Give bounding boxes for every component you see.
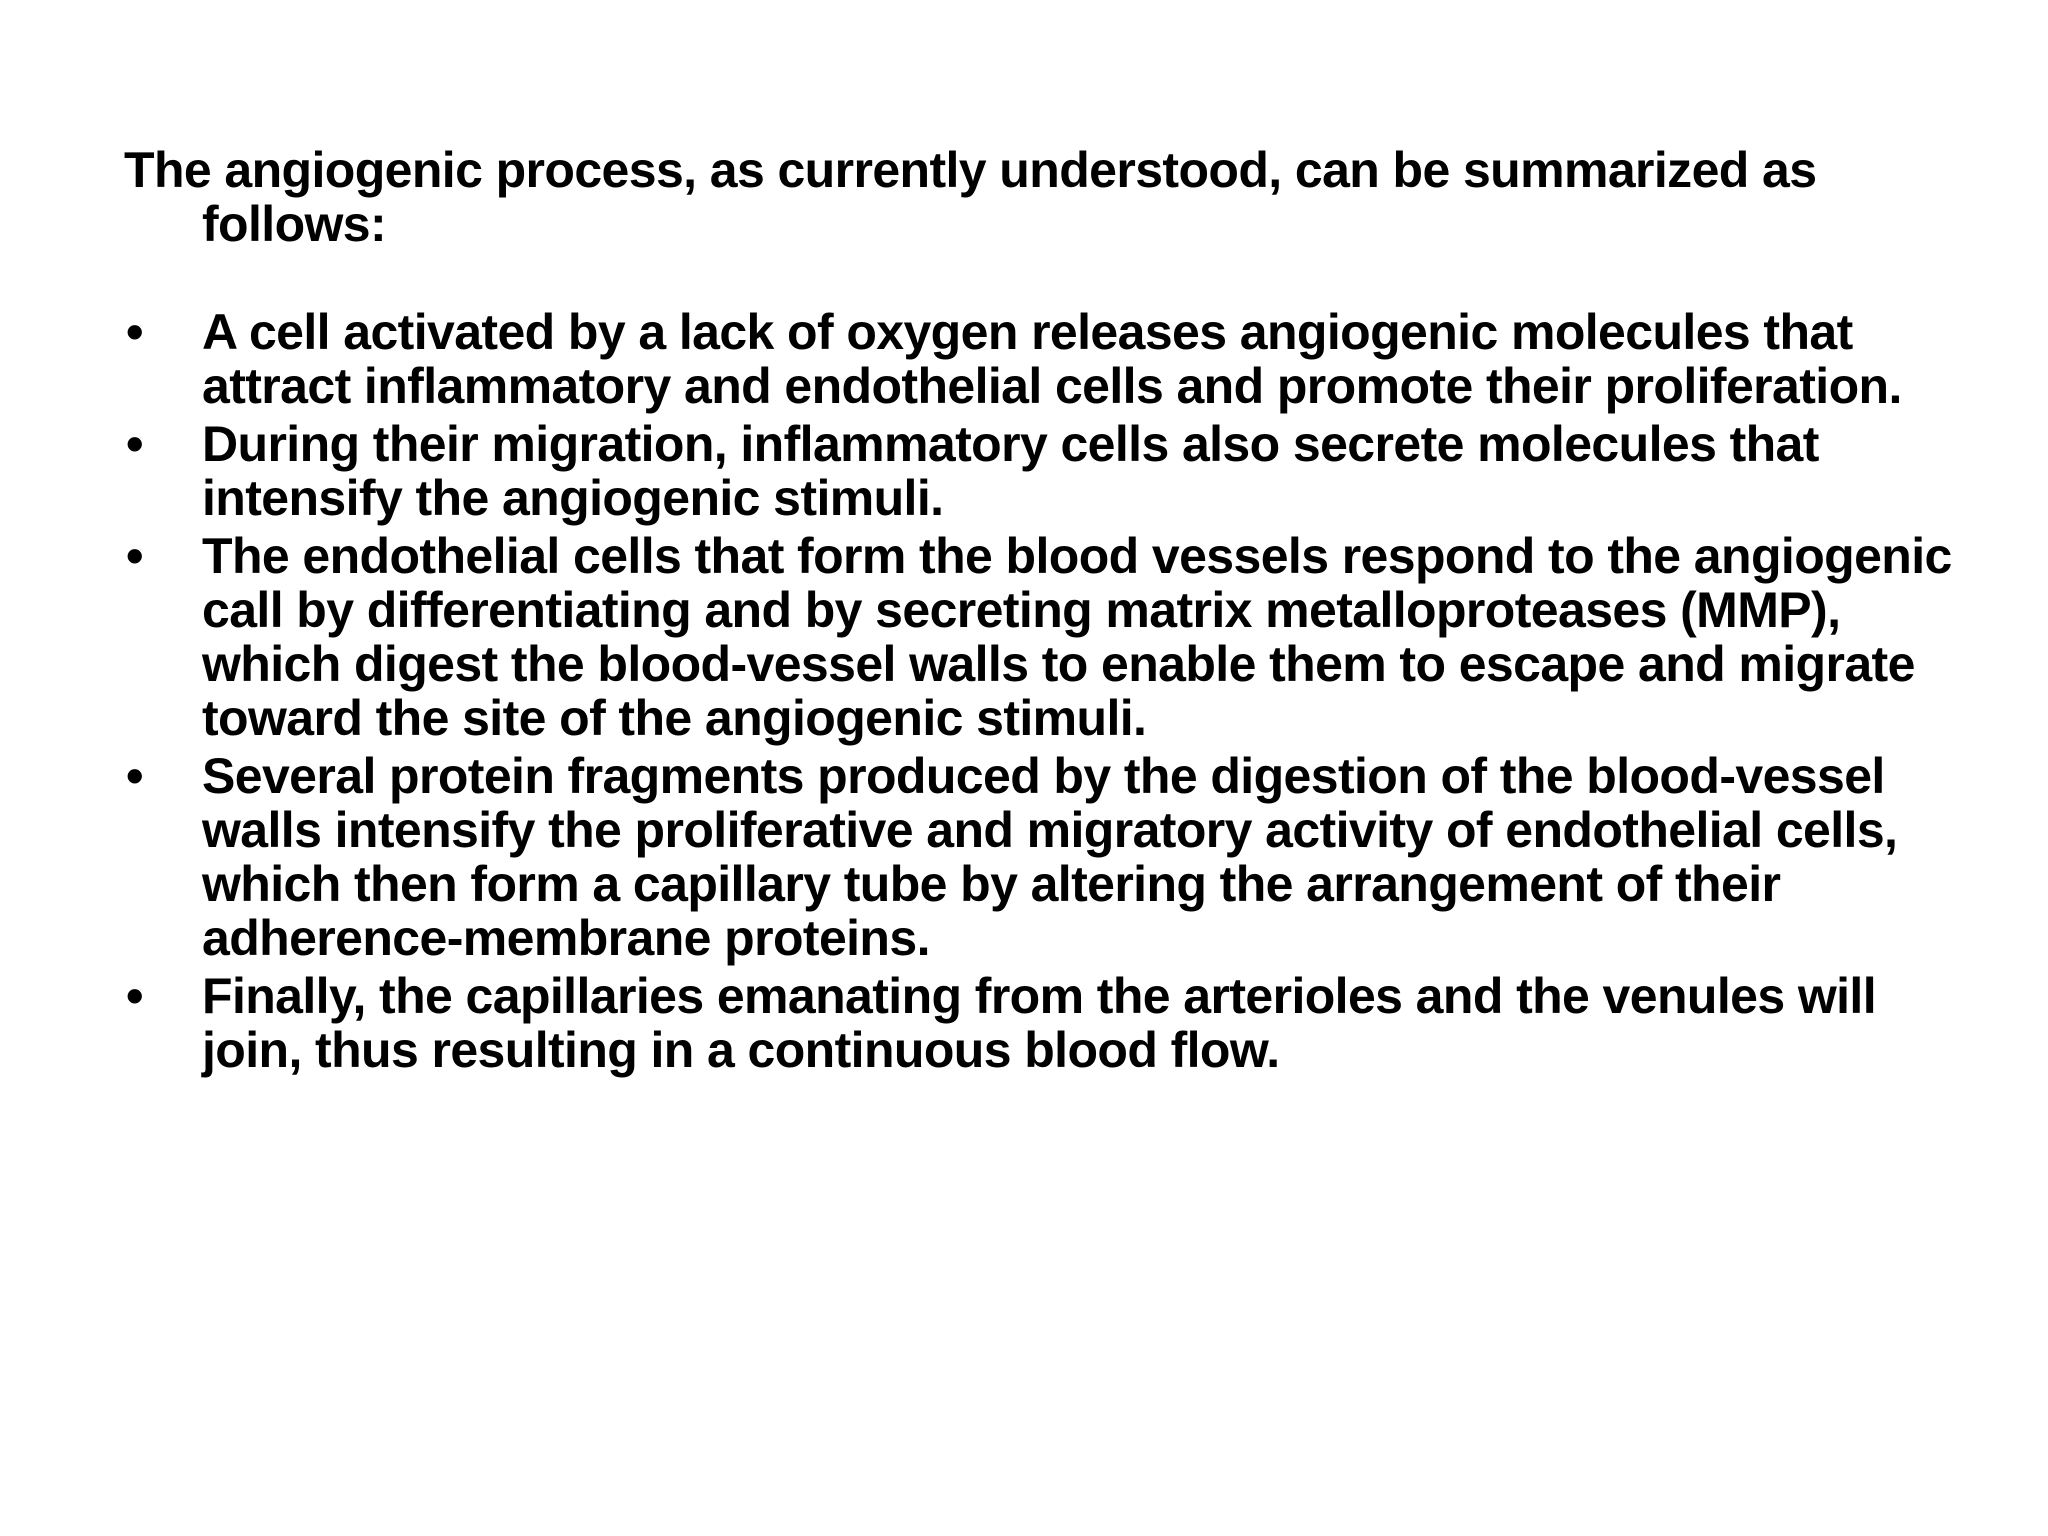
bullet-item-4: [124, 749, 1984, 965]
bullet-icon: •: [126, 304, 143, 360]
bullet-item-2: [124, 417, 1984, 525]
intro-paragraph: The angiogenic process, as currently understood, can be summarized as follows:: [124, 142, 1817, 252]
bullet-icon: •: [126, 528, 143, 584]
bullet-item-1: [124, 305, 1984, 413]
slide-body: [124, 143, 1984, 1081]
bullet-icon: •: [126, 748, 143, 804]
bullet-text: A cell activated by a lack of oxygen releases angiogenic molecules that attract inflammatory and endothelial cells and promote their proliferation.: [202, 304, 1902, 414]
bullet-text: The endothelial cells that form the blood vessels respond to the angiogenic call by differentiating and by secreting matrix metalloproteases (MMP), which digest the blood-vessel walls to enable them to escape and migrate toward the site of the angiogenic stimuli.: [202, 528, 1952, 746]
bullet-item-5: [124, 969, 1984, 1077]
bullet-icon: •: [126, 416, 143, 472]
bullet-text: Several protein fragments produced by the digestion of the blood-vessel walls intensify the proliferative and migratory activity of endothelial cells, which then form a capillary tube by altering the arrangement of their adherence-membrane proteins.: [202, 748, 1898, 966]
bullet-text: During their migration, inflammatory cells also secrete molecules that intensify the angiogenic stimuli.: [202, 416, 1819, 526]
bullet-icon: •: [126, 968, 143, 1024]
bullet-item-3: [124, 529, 1984, 745]
bullet-list: [124, 305, 1984, 1077]
bullet-text: Finally, the capillaries emanating from the arterioles and the venules will join, thus resulting in a continuous blood flow.: [202, 968, 1877, 1078]
